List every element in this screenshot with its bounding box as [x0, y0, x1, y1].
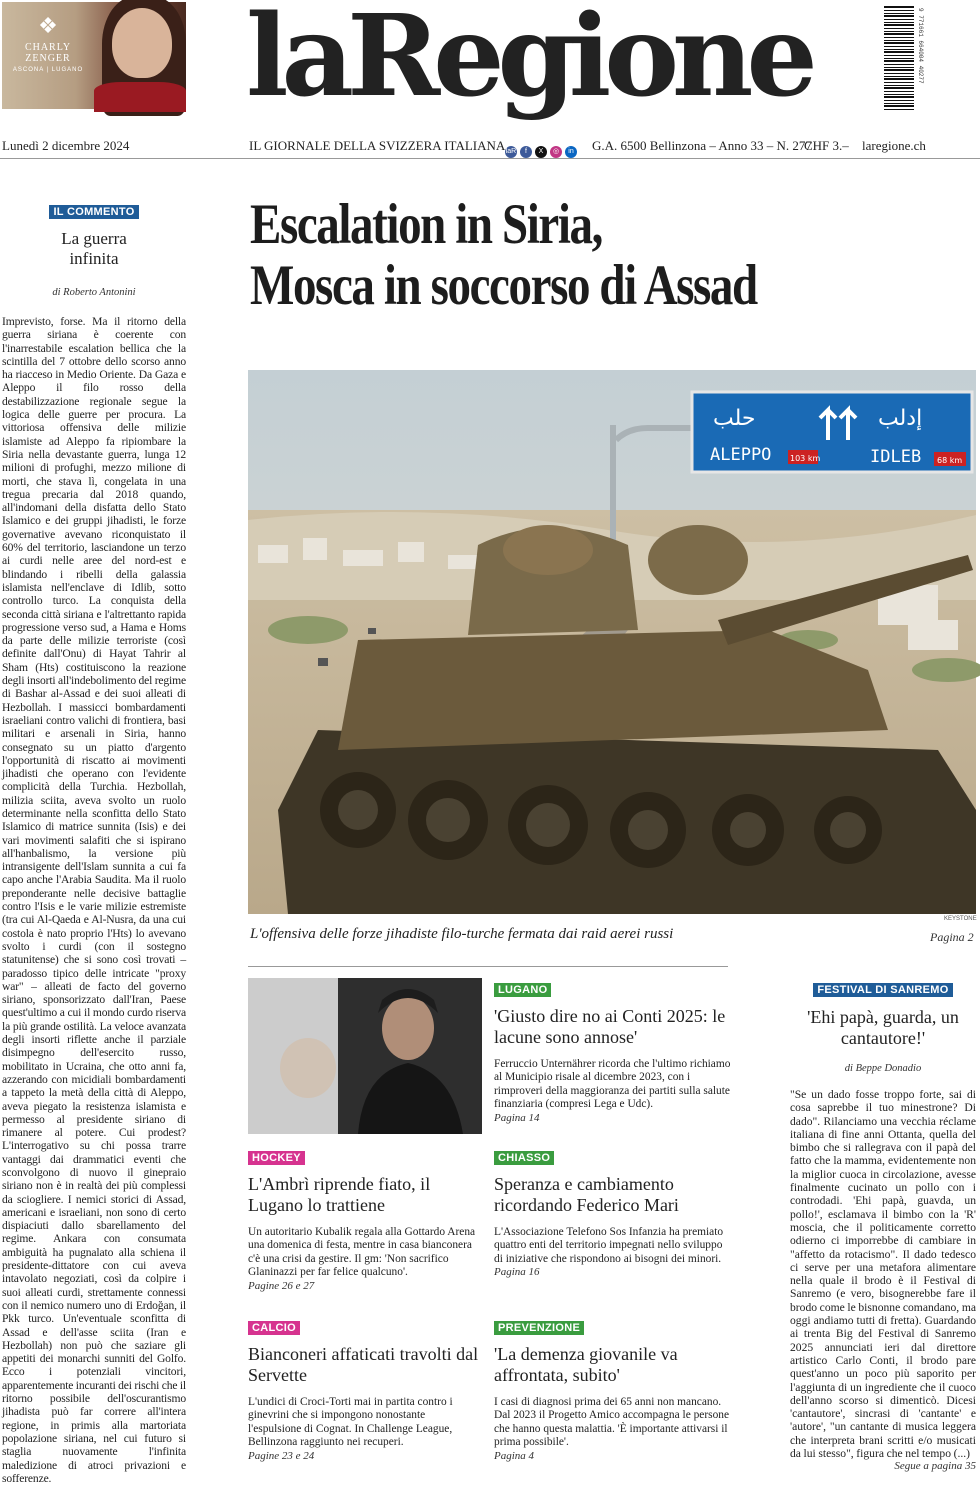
lead-headline-line-1: Escalation in Siria,	[250, 192, 602, 257]
sign-left-city: ALEPPO	[710, 445, 772, 465]
chiasso-headline[interactable]: Speranza e cambiamento ricordando Federico Mari	[494, 1174, 679, 1215]
sign-left-km: 103 km	[790, 454, 821, 463]
sign-left-arabic: حلب	[713, 406, 756, 431]
hockey-photo[interactable]	[248, 978, 482, 1134]
sign-right-km: 68 km	[937, 456, 963, 465]
price: CHF 3.–	[804, 138, 849, 153]
story-prevenzione[interactable]	[494, 1316, 732, 1462]
photo-credit: KEYSTONE	[944, 916, 977, 922]
stories-divider	[248, 966, 728, 967]
sanremo-text: "Se un dado fosse troppo forte, sai di cosa saprebbe il tuo minestrone? Di dado". Rilanciamo una vecchia réclame italiana di fine anni Ottanta, quella del bimbo che si rallegrava con il papà del fatto che la mamma, evidentemente non la miglior cuoca in circolazione, avesse finalmente cucinato un pollo con i controdadi. 'Ehi papà, guavda, un pollo!', esclamava il bimbo con la 'R' moscia, che il politicamente corretto odierno ci imporrebbe di cambiare in "affetto da rotacismo". Il dado tedesco ci serve per una metafora alimentare nella quale il brodo è il Festival di Sanremo (e vero, bisognerebbe fare il brodo come le bisnonne comandano, ma oggi andiamo tutti di fretta). Guardando ai trenta Big del Festival di Sanremo 2025 annunciati ieri dal direttore artistico Carlo Conti, il brodo pare quest'anno un poco più saporito per l'aggiunta di un ingrediente che il cuoco dell'anno scorso si dimenticò. Dicesi 'cantautore', sincrasi di 'cantante' e 'autore', "un cantante di musica leggera che interpreta brani scritti e/o musicati da lui stesso", figura che nel tempo (...)	[790, 1088, 976, 1461]
sanremo-column	[790, 978, 976, 1473]
larregione-icon[interactable]: laR	[505, 146, 517, 158]
lead-headline[interactable]	[250, 194, 976, 316]
sign-right-city: IDLEB	[870, 447, 922, 467]
lead-page-ref[interactable]: Pagina 2	[930, 930, 974, 944]
commentary-byline: di Roberto Antonini	[52, 287, 136, 298]
prevenzione-page-ref[interactable]: Pagina 4	[494, 1449, 535, 1462]
commentary-tag: IL COMMENTO	[49, 205, 138, 219]
ad-model-dress	[94, 82, 186, 112]
lead-caption: L'offensiva delle forze jihadiste filo-turche fermata dai raid aerei russi	[250, 926, 674, 942]
linkedin-icon[interactable]: in	[565, 146, 577, 158]
hockey-headline[interactable]: L'Ambrì riprende fiato, il Lugano lo trattiene	[248, 1174, 431, 1215]
tagline: IL GIORNALE DELLA SVIZZERA ITALIANA	[249, 138, 506, 153]
hockey-summary: Un autoritario Kubalik regala alla Gottardo Arena una domenica di festa, mentre in casa bianconera c'è una crisi da gestire. Il gm: 'Non sacrifico Glaninazzi per far felice qualcuno'.	[248, 1226, 476, 1279]
prevenzione-summary: I casi di diagnosi prima dei 65 anni non mancano. Dal 2023 il Progetto Amico accompagna le persone che hanno questa malattia. 'È importante attivarsi il prima possibile'.	[494, 1396, 730, 1449]
lead-headline-line-2: Mosca in soccorso di Assad	[250, 253, 757, 318]
ad-brand-location: ASCONA | LUGANO	[12, 67, 84, 73]
prevenzione-headline[interactable]: 'La demenza giovanile va affrontata, subito'	[494, 1344, 678, 1385]
instagram-icon[interactable]: ◎	[550, 146, 562, 158]
sanremo-tag: FESTIVAL DI SANREMO	[813, 983, 952, 997]
lugano-page-ref[interactable]: Pagina 14	[494, 1111, 540, 1124]
barcode-digits: 9 771661 664004 40277	[917, 8, 924, 84]
website-link[interactable]: laregione.ch	[862, 138, 926, 153]
hockey-page-ref[interactable]: Pagine 26 e 27	[248, 1279, 315, 1292]
story-hockey[interactable]	[248, 1146, 480, 1292]
issue-date: Lunedì 2 dicembre 2024	[2, 138, 130, 153]
ad-diamond-icon: ❖	[38, 14, 58, 39]
lugano-tag: LUGANO	[494, 983, 551, 997]
hockey-tag: HOCKEY	[248, 1151, 305, 1165]
calcio-summary: L'undici di Croci-Torti mai in partita contro i ginevrini che si impongono nonostante l'espulsione di Cognat. In Challenge League, Bellinzona raggiunto nei recuperi.	[248, 1396, 453, 1449]
prevenzione-tag: PREVENZIONE	[494, 1321, 584, 1335]
commentary-column	[2, 200, 186, 1485]
sanremo-title[interactable]: 'Ehi papà, guarda, un cantautore!'	[807, 1007, 959, 1048]
sign-right-arabic: إدلب	[878, 406, 923, 431]
social-icons	[505, 146, 577, 158]
chiasso-tag: CHIASSO	[494, 1151, 554, 1165]
sanremo-page-ref[interactable]: Segue a pagina 35	[894, 1460, 976, 1473]
advertisement-banner[interactable]	[2, 2, 186, 109]
barcode	[884, 6, 914, 110]
calcio-page-ref[interactable]: Pagine 23 e 24	[248, 1449, 315, 1462]
header-divider	[0, 158, 980, 159]
x-icon[interactable]: X	[535, 146, 547, 158]
masthead-logo[interactable]: laRegione	[246, 0, 811, 122]
commentary-title[interactable]: La guerra infinita	[61, 229, 127, 268]
commentary-text: Imprevisto, forse. Ma il ritorno della guerra siriana è coerente con l'inarrestabile escalation bellica che la scintilla del 7 ottobre dello scorso anno ha riacceso in Medio Oriente. Da Gaza e Aleppo il filo rosso della destabilizzazione regionale segue la logica delle guerre per procura. La vittoriosa offensiva delle milizie islamiste ad Aleppo fa ripiombare la Siria nella devastante guerra, lunga 12 milioni di profughi, mezzo milione di morti, che stava lì, congelata in una tregua precaria dal 2018 quando, all'indomani della disfatta dello Stato Islamico e dei gruppi jihadisti, le forze governative avevano riconquistato il 60% del territorio, lasciandone un terzo ai curdi nelle aree del nord-est e blindando i ribelli della galassia islamista nell'enclave di Idlib, sotto controllo turco. La conquista della seconda città siriana e l'altrettanto rapida progressione verso sud, a Hama e Homs da parte delle milizie terroriste (così definite dall'Onu) di Hayat Tahrir al Sham (Hts) costituiscono la reazione degli insorti all'indebolimento del regime di Bashar al-Assad e dei suoi alleati di Hezbollah. I massicci bombardamenti israeliani contro valichi di frontiera, basi militari e arsenali in Siria, hanno consegnato su un piatto d'argento l'opportunità di riscatto ai movimenti jihadisti che operano con l'evidente complicità della Turchia. Hezbollah, milizia sciita, aveva svolto un ruolo determinante nella sconfitta dello Stato Islamico di matrice sunnita (Isis) e dei vari movimenti salafiti che si ispirano all'hanbalismo, la versione più intransigente dell'Islam sunnita a cui fa capo anche l'Arabia Saudita. Ma il ruolo preponderante nelle decisive battaglie contro l'Isis e le varie milizie estremiste (tra cui Al-Qaeda e Al-Nusra, da una cui costola è nato proprio l'Hts) lo avevano svolto i curdi (con il sostegno statunitense) che si sono così trovati – paradosso tipico delle intricate "proxy war" – alleati de facto del governo siriano, sponsorizzato dall'Iran, Paese quest'ultimo a cui il mondo curdo riserva la più grande ostilità. La veloce avanzata degli insorti riflette anche il parziale disimpegno dell'esercito russo, mobilitato in Ucraina, che otto anni fa, azzerando con micidiali bombardamenti a tappeto la metà della città di Aleppo, aveva piegato la resistenza islamista e permesso al presidente siriano di rimanere al potere. Cui prodest? L'interrogativo su chi possa trarre vantaggi dai drammatici eventi che sconvolgono di nuovo il ginepraio siriano non è in realtà dei più complessi da sciogliere. I nemici storici di Assad, americani e israeliani, non sono di certo dispiaciuti dallo sbarellamento del regime. Ankara con consumata ambiguità ha pugnalato alla schiena il presidente-dittatore con cui aveva intavolato negoziati, così da colpire i suoi alleati curdi, strettamente connessi con il nemico numero uno di Erdoğan, il Pkk turco. Un'eventuale sconfitta di Assad e dell'asse sciita (Iran e Hezbollah) non può che saziare gli appetiti dei monarchi sunniti del Golfo. Ecco i potenziali vincitori, apparentemente incuranti dei rischi che il ritorno possibile dell'oscurantismo jihadista può far correre all'intera regione, in primis alla martoriata popolazione siriana, nel cui futuro si staglia nuovamente l'infinita maledizione di atroci privazioni e sofferenze.	[2, 315, 186, 1485]
facebook-icon[interactable]: f	[520, 146, 532, 158]
chiasso-summary: L'Associazione Telefono Sos Infanzia ha premiato quattro enti del territorio impegnati nello sviluppo di iniziative che rispondono ai bisogni dei minori.	[494, 1226, 724, 1265]
calcio-headline[interactable]: Bianconeri affaticati travolti dal Servette	[248, 1344, 479, 1385]
lead-photo-tank[interactable]	[248, 370, 976, 914]
lugano-headline[interactable]: 'Giusto dire no ai Conti 2025: le lacune sono annose'	[494, 1006, 726, 1047]
ad-model-face	[112, 8, 172, 78]
sanremo-byline: di Beppe Donadio	[844, 1063, 922, 1074]
story-lugano[interactable]	[494, 978, 732, 1124]
story-chiasso[interactable]	[494, 1146, 732, 1278]
lugano-summary: Ferruccio Unternährer ricorda che l'ultimo richiamo al Municipio risale al dicembre 2023, con i rimproveri della maggioranza dei partiti sulla salute finanziaria (compresi Lega e Udc).	[494, 1058, 731, 1111]
ad-brand-name: CHARLY ZENGER	[24, 42, 72, 64]
ad-logo	[10, 16, 86, 73]
chiasso-page-ref[interactable]: Pagina 16	[494, 1266, 540, 1279]
story-calcio[interactable]	[248, 1316, 480, 1462]
edition-info: G.A. 6500 Bellinzona – Anno 33 – N. 277	[592, 138, 812, 153]
calcio-tag: CALCIO	[248, 1321, 300, 1335]
